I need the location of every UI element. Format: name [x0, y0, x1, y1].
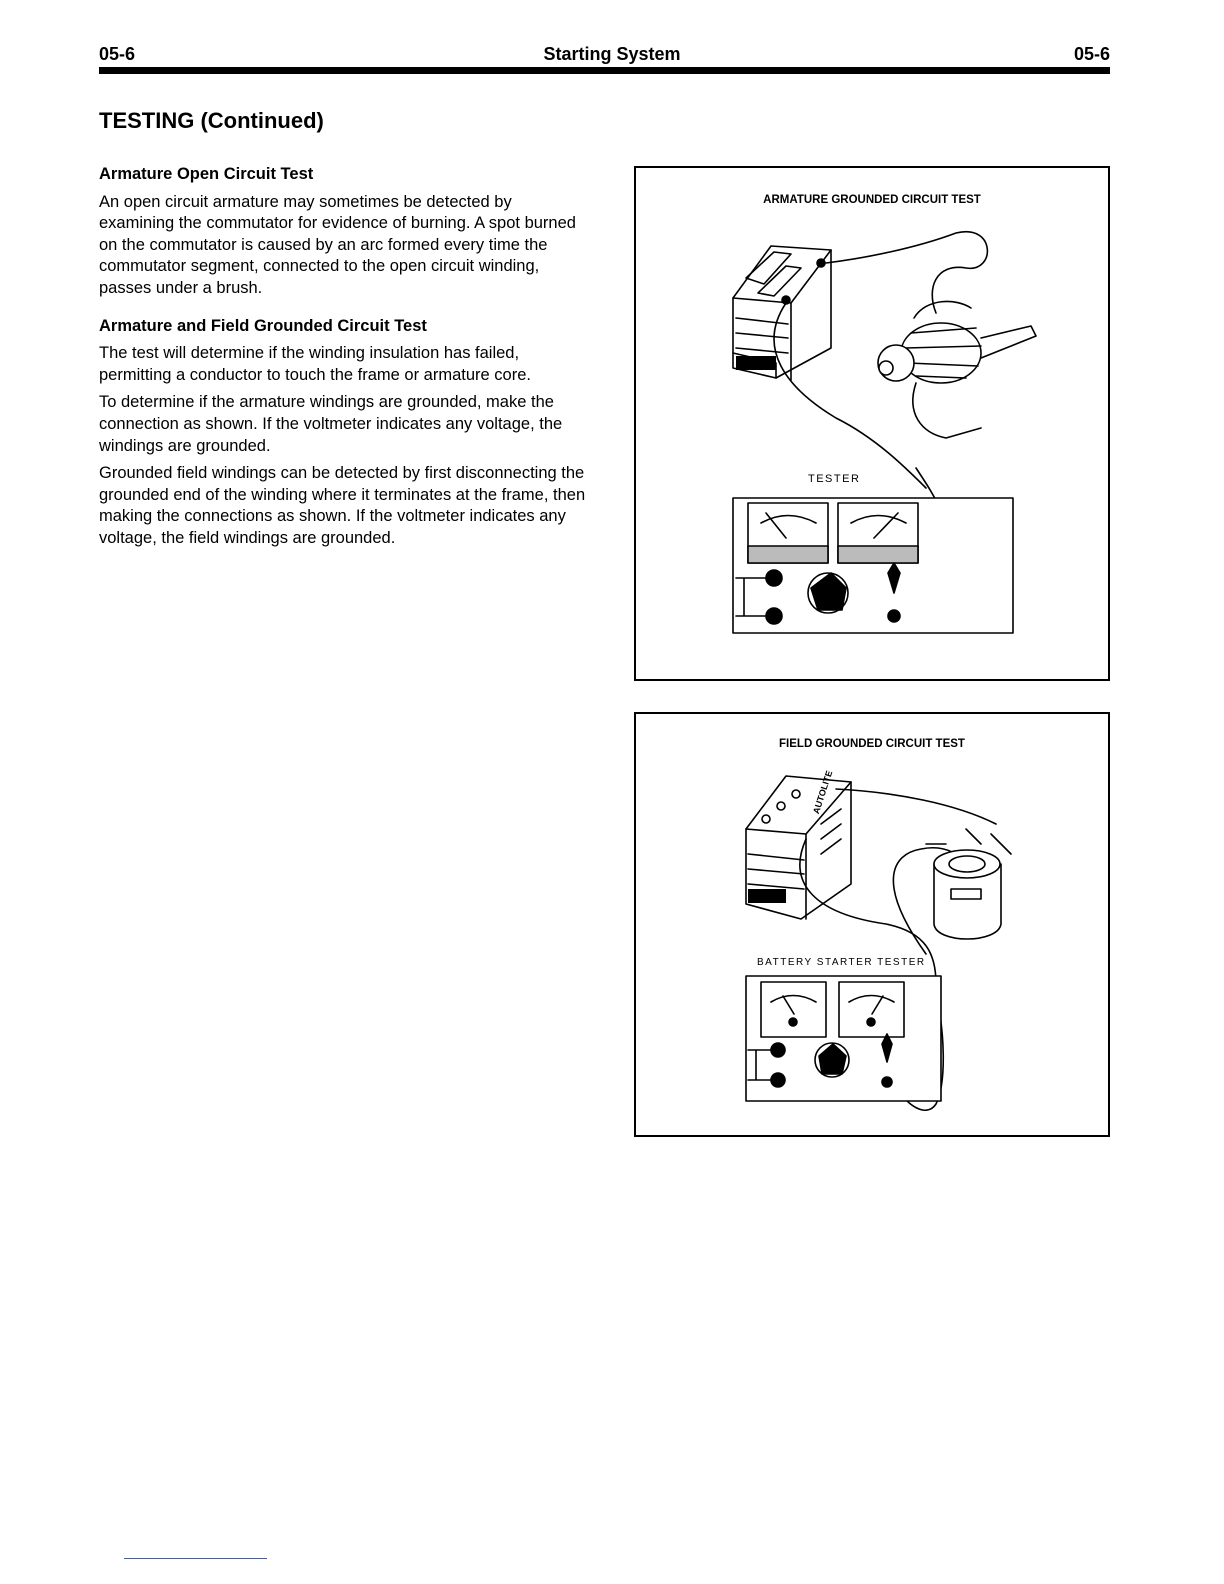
battery-illustration: [733, 246, 831, 380]
subsection-heading-open-circuit: Armature Open Circuit Test: [99, 165, 314, 183]
battery-starter-tester-label: BATTERY STARTER TESTER: [757, 957, 926, 968]
figure-title: FIELD GROUNDED CIRCUIT TEST: [779, 738, 965, 750]
paragraph: To determine if the armature windings are grounded, make the connection as shown. If the voltmeter indicates any voltage, the windings are grounded.: [99, 393, 563, 455]
field-frame-illustration: [926, 829, 1011, 939]
paragraph: The test will determine if the winding insulation has failed, permitting a conductor to touch the frame or armature core.: [99, 344, 531, 384]
subsection-heading-grounded-circuit: Armature and Field Grounded Circuit Test: [99, 316, 427, 335]
footer-rule: [124, 1558, 267, 1559]
paragraph: Grounded field windings can be detected by first disconnecting the grounded end of the winding where it terminates at the frame, then making the connections as shown. If the voltmeter indicates any voltage, the field windings are grounded.: [99, 464, 586, 547]
header-rule: [99, 67, 1110, 74]
battery-illustration: [746, 776, 851, 919]
figure-field-grounded-test: [634, 712, 1110, 1137]
battery-brand-label: AUTOLITE: [811, 769, 835, 816]
figure-title: ARMATURE GROUNDED CIRCUIT TEST: [763, 194, 981, 206]
tester-illustration: [733, 498, 1013, 633]
section-title: TESTING (Continued): [99, 108, 324, 133]
text-column: [99, 164, 589, 556]
page-number-right: 05-6: [1073, 44, 1110, 64]
field-test-illustration: [636, 714, 1108, 1135]
armature-illustration: [878, 301, 1036, 438]
test-lead-1: [836, 789, 996, 824]
armature-test-illustration: [636, 168, 1108, 679]
running-header-title: Starting System: [543, 44, 681, 64]
test-lead-1: [826, 232, 987, 313]
figure-armature-grounded-test: [634, 166, 1110, 681]
paragraph: An open circuit armature may sometimes be detected by examining the commutator for evidence of burning. A spot burned on the commutator is caused by an arc formed every time the commutator segment, connected to the open circuit winding, passes under a brush.: [99, 192, 576, 297]
tester-label: TESTER: [808, 473, 861, 485]
tester-illustration: [746, 976, 941, 1101]
page-number-left: 05-6: [99, 44, 136, 64]
